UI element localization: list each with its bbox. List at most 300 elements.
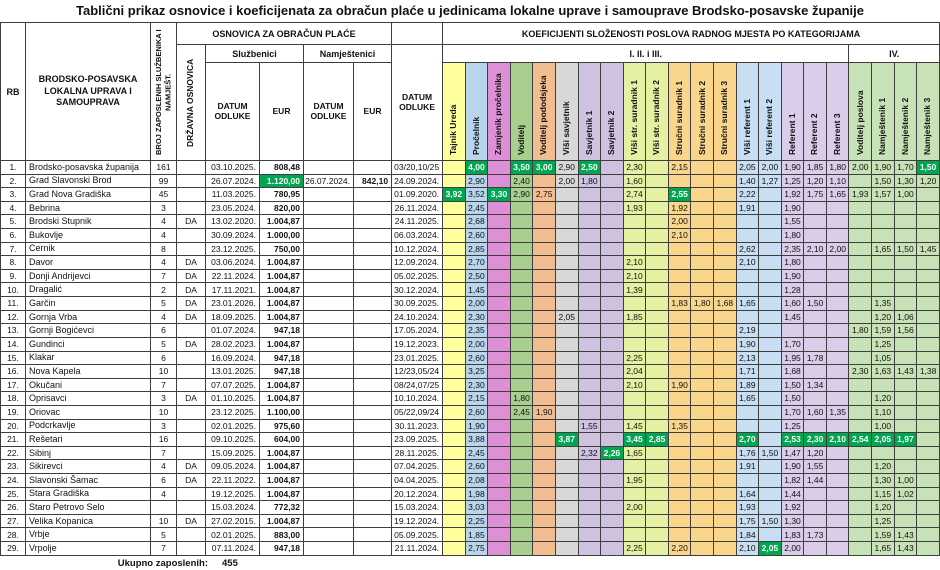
coef-date-cell: 04.04.2025.	[392, 474, 443, 488]
coef-cell	[555, 188, 578, 202]
servants-date-cell: 26.07.2024.	[206, 174, 260, 188]
coef-cell	[804, 310, 827, 324]
coef-cell: 2,55	[668, 188, 691, 202]
col-header-servants-date: DATUM ODLUKE	[206, 63, 260, 161]
coef-cell	[533, 297, 556, 311]
rb-cell: 16.	[1, 365, 26, 379]
coef-cell	[555, 501, 578, 515]
coef-cell: 2,10	[804, 242, 827, 256]
coef-cell	[826, 215, 849, 229]
coef-cell	[917, 378, 940, 392]
table-row	[1, 324, 940, 338]
coef-cell: 1,92	[668, 201, 691, 215]
coef-cell	[691, 392, 714, 406]
coef-date-cell: 10.10.2024.	[392, 392, 443, 406]
coef-date-cell: 19.12.2024.	[392, 514, 443, 528]
coef-cell: 1,20	[872, 460, 895, 474]
employee-count-cell: 8	[151, 242, 177, 256]
servants-date-cell: 02.01.2025.	[206, 419, 260, 433]
coef-cell	[713, 501, 736, 515]
table-row	[1, 337, 940, 351]
coef-cell	[849, 542, 872, 556]
coef-cell: 1,90	[465, 419, 488, 433]
coef-cell	[578, 215, 601, 229]
col-header-servants-eur: EUR	[260, 63, 304, 161]
coef-cell: 3,30	[488, 188, 511, 202]
coef-cell	[826, 378, 849, 392]
coef-cell	[826, 446, 849, 460]
coef-date-cell: 24.10.2024.	[392, 310, 443, 324]
staff-date-cell	[304, 310, 354, 324]
staff-eur-cell	[354, 337, 392, 351]
coef-cell	[826, 310, 849, 324]
table-row	[1, 188, 940, 202]
servants-eur-cell: 820,00	[260, 201, 304, 215]
entity-name-cell: Stara Gradiška	[26, 487, 151, 501]
employee-count-cell: 5	[151, 337, 177, 351]
coef-date-cell: 30.09.2025.	[392, 297, 443, 311]
totals-row	[0, 556, 940, 570]
coef-cell: 2,30	[465, 310, 488, 324]
coef-cell	[826, 351, 849, 365]
entity-name-cell: Garčin	[26, 297, 151, 311]
staff-eur-cell	[354, 474, 392, 488]
coef-cell	[488, 433, 511, 447]
coef-cell	[443, 351, 466, 365]
coef-cell	[601, 161, 624, 175]
coef-cell: 1,91	[736, 460, 759, 474]
coef-cell: 1,45	[465, 283, 488, 297]
servants-date-cell: 23.12.2025.	[206, 242, 260, 256]
table-row	[1, 161, 940, 175]
coef-cell: 1,83	[668, 297, 691, 311]
coef-cell	[826, 487, 849, 501]
coef-cell: 1,45	[623, 419, 646, 433]
category-label: Voditelj poslova	[854, 90, 865, 155]
table-row	[1, 229, 940, 243]
coef-cell	[849, 351, 872, 365]
coef-cell	[917, 324, 940, 338]
coef-cell	[849, 297, 872, 311]
coef-cell: 1,30	[872, 474, 895, 488]
category-label: Referent 2	[809, 113, 820, 155]
table-row	[1, 528, 940, 542]
coef-cell: 3,50	[510, 161, 533, 175]
servants-date-cell: 13.02.2020.	[206, 215, 260, 229]
coef-cell: 1,00	[872, 419, 895, 433]
coef-cell	[533, 378, 556, 392]
coef-cell: 1,80	[781, 229, 804, 243]
coef-cell: 1,80	[510, 392, 533, 406]
coef-cell	[488, 310, 511, 324]
coef-cell: 1,30	[894, 174, 917, 188]
coef-cell	[713, 405, 736, 419]
coef-cell: 1,80	[578, 174, 601, 188]
staff-date-cell	[304, 528, 354, 542]
col-header-state-base	[177, 45, 206, 161]
coef-cell	[443, 405, 466, 419]
entity-name-cell: Klakar	[26, 351, 151, 365]
coef-cell: 1,89	[736, 378, 759, 392]
coef-cell: 1,50	[781, 392, 804, 406]
coef-cell	[691, 528, 714, 542]
coef-cell: 1,97	[894, 433, 917, 447]
servants-eur-cell: 1.004,87	[260, 474, 304, 488]
coef-cell: 2,75	[533, 188, 556, 202]
coef-cell	[578, 405, 601, 419]
coef-cell	[849, 405, 872, 419]
entity-name-cell: Staro Petrovo Selo	[26, 501, 151, 515]
coef-cell	[668, 174, 691, 188]
coef-cell	[646, 351, 669, 365]
coef-cell: 1,44	[781, 487, 804, 501]
coef-cell	[578, 514, 601, 528]
coef-cell	[488, 269, 511, 283]
coef-cell: 1,84	[736, 528, 759, 542]
coef-date-cell: 03/20,10/25	[392, 161, 443, 175]
coef-cell	[510, 419, 533, 433]
category-label: Namještenik 1	[877, 97, 888, 155]
coef-cell: 1,71	[736, 365, 759, 379]
servants-eur-cell: 1.004,87	[260, 392, 304, 406]
coef-cell	[510, 256, 533, 270]
coef-cell	[443, 528, 466, 542]
state-base-flag-cell	[177, 487, 206, 501]
coef-cell	[488, 460, 511, 474]
coef-cell	[759, 405, 782, 419]
coef-cell: 1,65	[623, 446, 646, 460]
state-base-flag-cell: DA	[177, 283, 206, 297]
coef-cell	[691, 310, 714, 324]
rb-cell: 12.	[1, 310, 26, 324]
coef-date-cell: 23.09.2025.	[392, 433, 443, 447]
employee-count-cell	[151, 501, 177, 515]
coef-cell	[872, 215, 895, 229]
coef-cell: 2,08	[465, 474, 488, 488]
coef-cell: 1,90	[781, 201, 804, 215]
coef-cell: 2,15	[465, 392, 488, 406]
coef-cell: 2,22	[736, 188, 759, 202]
coef-cell	[510, 229, 533, 243]
entity-name-cell: Okučani	[26, 378, 151, 392]
coef-cell	[555, 351, 578, 365]
employee-count-cell: 5	[151, 528, 177, 542]
entity-name-cell: Oriovac	[26, 405, 151, 419]
staff-date-cell	[304, 405, 354, 419]
state-base-flag-cell	[177, 528, 206, 542]
coef-cell	[691, 351, 714, 365]
coef-cell	[623, 324, 646, 338]
entity-name-cell: Dragalić	[26, 283, 151, 297]
coef-cell	[713, 487, 736, 501]
coef-cell	[601, 337, 624, 351]
coef-cell	[759, 215, 782, 229]
coef-cell	[555, 256, 578, 270]
coef-cell	[555, 405, 578, 419]
table-row	[1, 256, 940, 270]
coef-cell	[533, 229, 556, 243]
coef-cell: 1,30	[781, 514, 804, 528]
coef-cell	[578, 542, 601, 556]
servants-date-cell: 07.11.2024.	[206, 542, 260, 556]
staff-date-cell	[304, 351, 354, 365]
state-base-flag-cell	[177, 324, 206, 338]
coef-cell	[488, 337, 511, 351]
coef-date-cell: 01.09.2020.	[392, 188, 443, 202]
coef-cell: 1,80	[691, 297, 714, 311]
employee-count-cell: 4	[151, 310, 177, 324]
coef-cell	[849, 378, 872, 392]
coef-cell	[601, 474, 624, 488]
coef-cell	[533, 365, 556, 379]
coef-cell	[510, 215, 533, 229]
rb-cell: 11.	[1, 297, 26, 311]
coef-cell	[578, 351, 601, 365]
coef-cell: 1,20	[872, 392, 895, 406]
servants-date-cell: 01.07.2024.	[206, 324, 260, 338]
table-row	[1, 378, 940, 392]
servants-eur-cell: 1.004,87	[260, 215, 304, 229]
servants-eur-cell: 947,18	[260, 542, 304, 556]
col-header-category-16	[781, 63, 804, 161]
coef-cell: 2,60	[465, 229, 488, 243]
coef-cell	[668, 337, 691, 351]
coef-cell	[668, 474, 691, 488]
coef-cell	[533, 460, 556, 474]
servants-eur-cell: 780,95	[260, 188, 304, 202]
coef-cell	[646, 310, 669, 324]
table-row	[1, 242, 940, 256]
staff-eur-cell	[354, 297, 392, 311]
entity-name-cell: Donji Andrijevci	[26, 269, 151, 283]
coef-cell	[510, 514, 533, 528]
coef-cell: 2,00	[623, 501, 646, 515]
coef-cell	[510, 324, 533, 338]
coef-cell: 1,50	[872, 174, 895, 188]
coef-cell: 1,70	[781, 337, 804, 351]
entity-name-cell: Velika Kopanica	[26, 514, 151, 528]
coef-cell	[849, 419, 872, 433]
staff-date-cell	[304, 188, 354, 202]
coef-cell	[601, 201, 624, 215]
coef-cell	[849, 514, 872, 528]
staff-eur-cell	[354, 392, 392, 406]
coef-cell	[826, 542, 849, 556]
servants-date-cell: 09.05.2024.	[206, 460, 260, 474]
coef-date-cell: 06.03.2024.	[392, 229, 443, 243]
coef-cell	[601, 256, 624, 270]
coef-cell	[443, 256, 466, 270]
coef-cell: 2,40	[510, 174, 533, 188]
coef-cell	[555, 337, 578, 351]
coef-cell	[826, 460, 849, 474]
coef-cell: 1,39	[623, 283, 646, 297]
coef-cell: 1,65	[736, 297, 759, 311]
coef-cell	[533, 528, 556, 542]
coef-cell	[601, 283, 624, 297]
col-header-category-17	[804, 63, 827, 161]
coef-cell	[510, 501, 533, 515]
category-label: Pročelnik	[470, 116, 481, 155]
coef-cell	[826, 528, 849, 542]
coef-cell	[488, 446, 511, 460]
coef-cell	[894, 405, 917, 419]
coef-cell	[804, 337, 827, 351]
coef-cell	[713, 365, 736, 379]
coef-cell	[668, 433, 691, 447]
state-base-label: DRŽAVNA OSNOVICA	[185, 58, 196, 147]
coef-cell	[668, 392, 691, 406]
servants-eur-cell: 750,00	[260, 242, 304, 256]
coef-cell: 1,20	[804, 174, 827, 188]
coef-cell: 1,43	[894, 365, 917, 379]
coef-cell	[488, 405, 511, 419]
staff-eur-cell	[354, 528, 392, 542]
coef-cell: 3,87	[555, 433, 578, 447]
staff-eur-cell: 842,10	[354, 174, 392, 188]
table-row	[1, 297, 940, 311]
col-header-coef-date: DATUM ODLUKE	[392, 45, 443, 161]
coef-date-cell: 12/23,05/24	[392, 365, 443, 379]
coef-cell: 2,90	[555, 161, 578, 175]
entity-name-cell: Vrbje	[26, 528, 151, 542]
coef-cell	[488, 419, 511, 433]
coef-cell	[713, 542, 736, 556]
coef-cell	[736, 283, 759, 297]
coef-cell	[804, 501, 827, 515]
coef-cell	[601, 324, 624, 338]
coef-cell	[578, 201, 601, 215]
servants-eur-cell: 1.004,87	[260, 269, 304, 283]
servants-eur-cell: 1.004,87	[260, 283, 304, 297]
coef-cell	[555, 365, 578, 379]
coef-cell	[646, 487, 669, 501]
employee-count-cell: 6	[151, 474, 177, 488]
coef-cell: 1,44	[804, 474, 827, 488]
state-base-flag-cell	[177, 405, 206, 419]
coef-cell: 1,59	[872, 324, 895, 338]
servants-date-cell: 23.01.2026.	[206, 297, 260, 311]
coef-cell: 2,00	[668, 215, 691, 229]
coef-cell	[804, 201, 827, 215]
table-row	[1, 201, 940, 215]
entity-name-cell: Brodsko-posavska županija	[26, 161, 151, 175]
coef-cell	[510, 542, 533, 556]
coef-cell	[510, 528, 533, 542]
category-label: Stručni suradnik 2	[696, 80, 707, 155]
coef-cell	[917, 256, 940, 270]
rb-cell: 2.	[1, 174, 26, 188]
coef-cell	[578, 324, 601, 338]
coef-cell: 1,75	[804, 188, 827, 202]
coef-cell: 4,00	[465, 161, 488, 175]
table-row	[1, 405, 940, 419]
coef-cell: 2,05	[555, 310, 578, 324]
coef-cell	[872, 256, 895, 270]
coef-cell	[713, 460, 736, 474]
coef-cell	[759, 487, 782, 501]
coef-cell	[804, 229, 827, 243]
coef-cell	[917, 528, 940, 542]
table-row	[1, 474, 940, 488]
coef-cell: 2,13	[736, 351, 759, 365]
staff-eur-cell	[354, 460, 392, 474]
coef-cell: 2,00	[826, 242, 849, 256]
coef-cell: 2,90	[465, 174, 488, 188]
coef-cell	[646, 269, 669, 283]
coef-cell: 2,60	[465, 351, 488, 365]
coef-cell	[849, 283, 872, 297]
coef-cell	[826, 392, 849, 406]
employee-count-cell: 16	[151, 433, 177, 447]
coef-cell	[510, 337, 533, 351]
staff-eur-cell	[354, 501, 392, 515]
coef-cell	[646, 419, 669, 433]
coef-date-cell: 21.11.2024.	[392, 542, 443, 556]
coef-cell	[623, 297, 646, 311]
coef-cell	[578, 242, 601, 256]
coef-cell	[623, 392, 646, 406]
coef-cell: 1,45	[781, 310, 804, 324]
coef-cell	[533, 256, 556, 270]
coef-cell	[578, 501, 601, 515]
entity-name-cell: Gundinci	[26, 337, 151, 351]
staff-eur-cell	[354, 188, 392, 202]
coef-cell: 1,80	[781, 256, 804, 270]
rb-cell: 3.	[1, 188, 26, 202]
col-header-category-4	[510, 63, 533, 161]
col-header-category-2	[465, 63, 488, 161]
coef-date-cell: 17.05.2024.	[392, 324, 443, 338]
table-row	[1, 215, 940, 229]
coef-cell: 1,80	[826, 161, 849, 175]
coef-cell	[736, 405, 759, 419]
coef-cell: 2,35	[781, 242, 804, 256]
coef-date-cell: 30.12.2024.	[392, 283, 443, 297]
coef-cell	[488, 161, 511, 175]
servants-date-cell: 30.09.2024.	[206, 229, 260, 243]
coef-cell	[713, 392, 736, 406]
coef-cell: 1,56	[894, 324, 917, 338]
total-label: Ukupno zaposlenih:	[117, 557, 208, 569]
coef-cell	[601, 174, 624, 188]
coef-cell: 2,45	[465, 446, 488, 460]
rb-cell: 28.	[1, 528, 26, 542]
coef-cell	[555, 528, 578, 542]
coef-cell: 1,90	[781, 269, 804, 283]
col-header-category-13	[713, 63, 736, 161]
coef-cell: 2,00	[759, 161, 782, 175]
coef-cell	[555, 392, 578, 406]
coef-cell	[646, 229, 669, 243]
coef-cell	[917, 433, 940, 447]
coef-cell	[443, 297, 466, 311]
coef-cell	[488, 487, 511, 501]
coef-date-cell: 05/22,09/24	[392, 405, 443, 419]
coef-cell	[691, 229, 714, 243]
coef-cell	[623, 215, 646, 229]
coef-cell	[691, 474, 714, 488]
entity-name-cell: Gornji Bogićevci	[26, 324, 151, 338]
coef-cell	[533, 433, 556, 447]
coef-cell	[668, 283, 691, 297]
coef-cell	[601, 365, 624, 379]
coef-cell	[713, 324, 736, 338]
coef-cell: 1,68	[713, 297, 736, 311]
coef-cell	[826, 201, 849, 215]
coef-cell	[917, 419, 940, 433]
coef-cell	[826, 269, 849, 283]
